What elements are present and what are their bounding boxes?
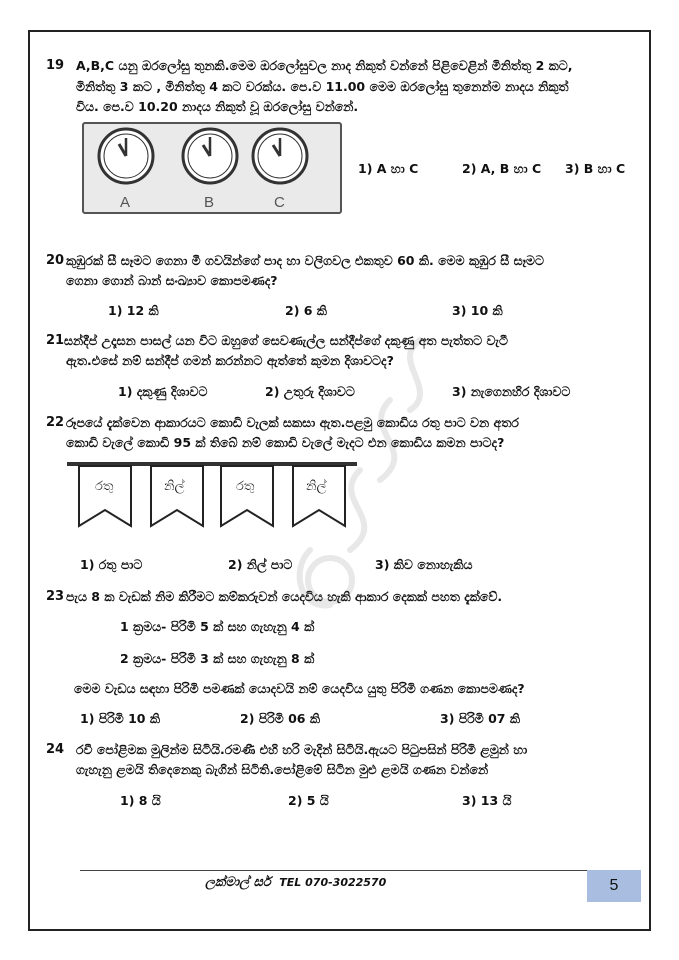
q20-line2: ගෙනා ගොන් බාන් සංඛ්‍යාව කොපමණද? <box>66 273 278 288</box>
flags-drawing <box>67 462 357 532</box>
q21-line1: සන්දීප් උදෑසන පාසල් යන විට ඔහුගේ සෙවණැල්ල සන්දීප්ගේ දකුණු අත පැත්තට වැටී <box>64 333 508 348</box>
q20-option-3: 3) 10 කි <box>452 303 503 318</box>
q21-number: 21 <box>46 333 65 348</box>
q20-option-2: 2) 6 කි <box>285 303 327 318</box>
q19-line2: මිනිත්තු 3 කට , මිනිත්තු 4 කට වරක්ය. පෙ.ව 11.00 මෙම ඔරලෝසු තුනෙන්ම නාදය නිකුත් <box>76 79 569 94</box>
q23-option-2: 2) පිරිමි 06 කි <box>240 711 321 726</box>
q22-line1: රූපයේ දැක්වෙන ආකාරයට කොඩි වැලක් සකසා ඇත.පළමු කොඩිය රතු පාට වන අතර <box>66 415 519 430</box>
q21-option-1: 1) දකුණු දිශාවට <box>118 384 208 399</box>
clock-c-icon <box>253 129 307 183</box>
q22-option-1: 1) රතු පාට <box>80 557 143 572</box>
q22-line2: කොඩි වැලේ කොඩි 95 ක් තිබේ නම් කොඩි වැලේ මැදට එන කොඩිය කමන පාටද? <box>66 435 505 450</box>
flag-3 <box>221 466 273 526</box>
q19-option-2: 2) A, B හා C <box>462 161 542 176</box>
clocks-image <box>82 122 342 214</box>
flag-label-4: නිල් <box>306 479 327 494</box>
flag-label-1: රතු <box>95 479 114 494</box>
q19-number: 19 <box>46 58 65 73</box>
flag-4 <box>293 466 345 526</box>
clock-a-icon <box>99 129 153 183</box>
q24-option-3: 3) 13 යි <box>462 793 512 808</box>
clock-label-b: B <box>204 194 215 211</box>
footer-name: ලක්මාල් සර් <box>205 875 271 890</box>
clock-label-a: A <box>120 194 131 211</box>
q23-method-2: 2 ක්‍රමය- පිරිමි 3 ක් සහ ගැහැනු 8 ක් <box>120 651 315 666</box>
flag-2 <box>151 466 203 526</box>
q19-line1: A,B,C යනු ඔරලෝසු තුනකි.මෙම ඔරලෝසුවල නාද නිකුත් වන්නේ පිළිවෙළින් මිනිත්තු 2 කට, <box>76 58 573 73</box>
q22-option-3: 3) කිව නොහැකිය <box>375 557 473 572</box>
q23-question: මෙම වැඩය සඳහා පිරිමි පමණක් යොදවයි නම් යෙදවිය යුතු පිරිමි ගණන කොපමණද? <box>74 681 525 696</box>
q21-option-2: 2) උතුරු දිශාවට <box>265 384 355 399</box>
q23-option-1: 1) පිරිමි 10 කි <box>80 711 161 726</box>
q23-method-1: 1 ක්‍රමය- පිරිමි 5 ක් සහ ගැහැනු 4 ක් <box>120 619 315 634</box>
q23-option-3: 3) පිරිමි 07 කි <box>440 711 521 726</box>
q22-option-2: 2) නිල් පාට <box>228 557 293 572</box>
q24-line1: රවී පෝළිමක මුලින්ම සිටියි.රමණී එහි හරි මැදින් සිටියි.ඇයට පිටුපසින් පිරිමි ළමුන් හා <box>76 742 528 757</box>
q22-number: 22 <box>46 415 65 430</box>
flag-1 <box>79 466 131 526</box>
q19-line3: විය. පෙ.ව 10.20 නාදය නිකුත් වූ ඔරලෝසු වන්නේ. <box>76 99 359 114</box>
q19-option-3: 3) B හා C <box>565 161 626 176</box>
clock-label-c: C <box>274 194 285 211</box>
q20-option-1: 1) 12 කි <box>108 303 159 318</box>
q23-number: 23 <box>46 589 65 604</box>
footer-tel: TEL 070-3022570 <box>279 876 387 889</box>
q20-number: 20 <box>46 253 65 268</box>
q23-line1: පැය 8 ක වැඩක් නිම කිරීමට කම්කරුවන් යෙදවිය හැකි ආකාර දෙකක් පහත දැක්වේ. <box>66 589 503 604</box>
q24-option-1: 1) 8 යි <box>120 793 161 808</box>
clock-b-icon <box>183 129 237 183</box>
footer-divider <box>80 870 590 871</box>
q24-number: 24 <box>46 742 65 757</box>
flag-label-3: රතු <box>236 479 255 494</box>
q24-option-2: 2) 5 යි <box>288 793 329 808</box>
q21-line2: ඇත.එසේ නම් සන්දීප් ගමන් කරන්නට ඇත්තේ කුමන දිශාවටද? <box>66 353 394 368</box>
footer-author <box>205 875 386 890</box>
q19-option-1: 1) A හා C <box>358 161 419 176</box>
page-number: 5 <box>587 870 641 902</box>
q20-line1: කුඹුරක් සී සෑමට ගෙනා මී ගවයින්ගේ පාද හා වලිගවල එකතුව 60 කි. මෙම කුඹුර සී සෑමට <box>66 253 545 268</box>
q24-line2: ගැහැනු ළමයි තිදෙනෙකු බැගින් සිටිති.පෝළිමේ සිටින මුළු ළමයි ගණන වන්නේ <box>76 762 489 777</box>
q21-option-3: 3) නැගෙනහිර දිශාවට <box>452 384 571 399</box>
flag-label-2: නිල් <box>164 479 185 494</box>
